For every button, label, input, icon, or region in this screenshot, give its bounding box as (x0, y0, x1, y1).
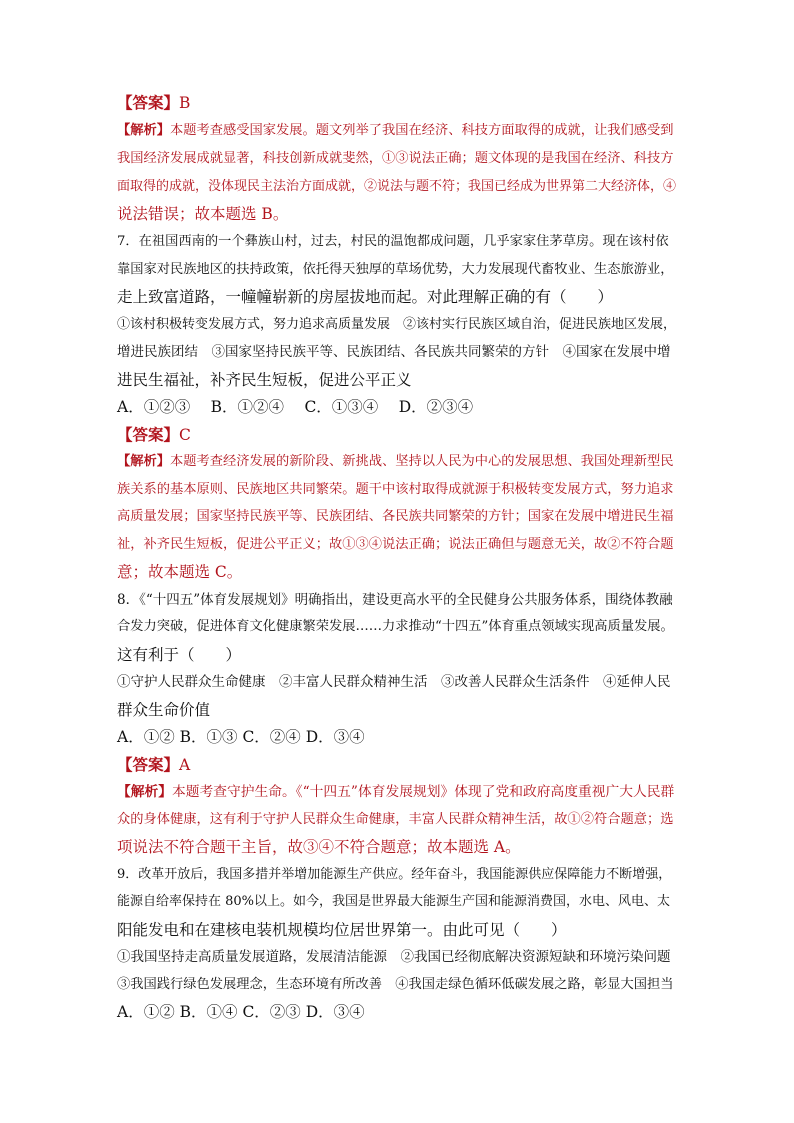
analysis-line: 众的身体健康，这有利于守护人民群众生命健康，丰富人民群众精神生活，故①②符合题意；选 (117, 812, 674, 827)
analysis-tag: 【解析】 (117, 784, 173, 800)
question-stem: 合发力突破，促进体育文化健康繁荣发展……力求推动“十四五”体育重点领域实现高质量发展。 (117, 619, 674, 634)
answer-value: B (179, 94, 191, 112)
analysis-line (117, 782, 674, 802)
analysis-text: ②说法与题不符 (364, 179, 456, 194)
option-statements: ①我国坚持走高质量发展道路，发展清洁能源 ②我国已经彻底解决资源短缺和环境污染问题 (117, 949, 671, 965)
answer-value: A (179, 756, 191, 774)
option-statements: 群众生命价值 (117, 701, 211, 719)
option-statements: 进民生福祉，补齐民生短板，促进公平正义 (117, 371, 412, 389)
analysis-line: 意；故本题选 C。 (117, 563, 243, 581)
analysis-line (117, 452, 674, 472)
option-statements: ①该村积极转变发展方式，努力追求高质量发展 ②该村实行民族区域自治，促进民族地区发展， (117, 317, 677, 332)
answer-line (117, 425, 191, 445)
question-stem: 阳能发电和在建核电装机规模均位居世界第一。由此可见（ ） (117, 921, 567, 939)
option-statements: 增进民族团结 ③国家坚持民族平等、民族团结、各民族共同繁荣的方针 ④国家在发展中增 (117, 344, 671, 360)
analysis-text: 本题考查经济发展的新阶段、新挑战、坚持以人民为中心的发展思想、我国处理新型民 (170, 454, 674, 469)
question-stem: 8．《“十四五”体育发展规划》明确指出，建设更高水平的全民健身公共服务体系，围绕体教融 (117, 592, 673, 608)
analysis-line: 说法错误；故本题选 B。 (117, 205, 289, 223)
answer-tag: 【答案】 (117, 93, 180, 112)
question-stem: 7．在祖国西南的一个彝族山村，过去，村民的温饱都成问题，几乎家家住茅草房。现在该村依 (117, 234, 669, 249)
analysis-text: ；题文体现的是我国在经济、科技方 (461, 151, 674, 166)
analysis-tag: 【解析】 (117, 454, 171, 469)
analysis-line: 祉，补齐民生短板，促进公平正义；故①③④说法正确；说法正确但与题意无关，故②不符合题 (117, 537, 674, 552)
answer-choices: A．①② B．①③ C．②④ D．③④ (117, 728, 365, 746)
answer-choices: A．①② B．①④ C．②③ D．③④ (117, 1003, 365, 1021)
analysis-line: 高质量发展；国家坚持民族平等、民族团结、各民族共同繁荣的方针；国家在发展中增进民生福 (117, 509, 674, 524)
analysis-line: 项说法不符合题干主旨，故③④不符合题意；故本题选 A。 (117, 838, 521, 856)
question-stem: 靠国家对民族地区的扶持政策，依托得天独厚的草场优势，大力发展现代畜牧业、生态旅游业， (117, 262, 674, 277)
analysis-text: 我国经济发展成就显著，科技创新成就斐然， (117, 151, 383, 166)
question-stem: 这有利于（ ） (117, 646, 242, 664)
answer-line (117, 93, 190, 113)
answer-choices: A．①②③ B．①②④ C．①③④ D．②③④ (117, 398, 474, 416)
answer-value: C (179, 426, 191, 444)
analysis-tag: 【解析】 (117, 123, 171, 138)
analysis-text: ①③说法正确 (382, 151, 462, 166)
option-statements: ③我国践行绿色发展理念，生态环境有所改善 ④我国走绿色循环低碳发展之路，彰显大国担当 (117, 977, 674, 992)
analysis-line: 族关系的基本原则、民族地区共同繁荣。题干中该村取得成就源于积极转变发展方式，努力追求 (117, 482, 674, 497)
analysis-text: 本题考查守护生命。《“十四五”体育发展规划》体现了党和政府高度重视广大人民群 (172, 784, 675, 800)
analysis-line (117, 177, 676, 197)
question-stem: 9．改革开放后，我国多措并举增加能源生产供应。经年奋斗，我国能源供应保障能力不断增强， (117, 867, 672, 882)
analysis-line (117, 121, 674, 141)
answer-line (117, 755, 190, 775)
answer-tag: 【答案】 (117, 755, 180, 774)
option-statements: ①守护人民群众生命健康 ②丰富人民群众精神生活 ③改善人民群众生活条件 ④延伸人民 (117, 674, 671, 690)
answer-tag: 【答案】 (117, 425, 180, 444)
question-stem: 走上致富道路，一幢幢崭新的房屋拔地而起。对此理解正确的有（ ） (117, 288, 614, 306)
analysis-text: 本题考查感受国家发展。题文列举了我国在经济、科技方面取得的成就，让我们感受到 (170, 123, 674, 138)
analysis-text: 面取得的成就，没体现民主法治方面成就， (117, 179, 365, 194)
analysis-line (117, 149, 674, 169)
question-stem: 能源自给率保持在 80%以上。如今，我国是世界最大能源生产国和能源消费国，水电、风电、太 (117, 894, 671, 909)
analysis-text: ；我国已经成为世界第二大经济体，④ (455, 179, 677, 194)
